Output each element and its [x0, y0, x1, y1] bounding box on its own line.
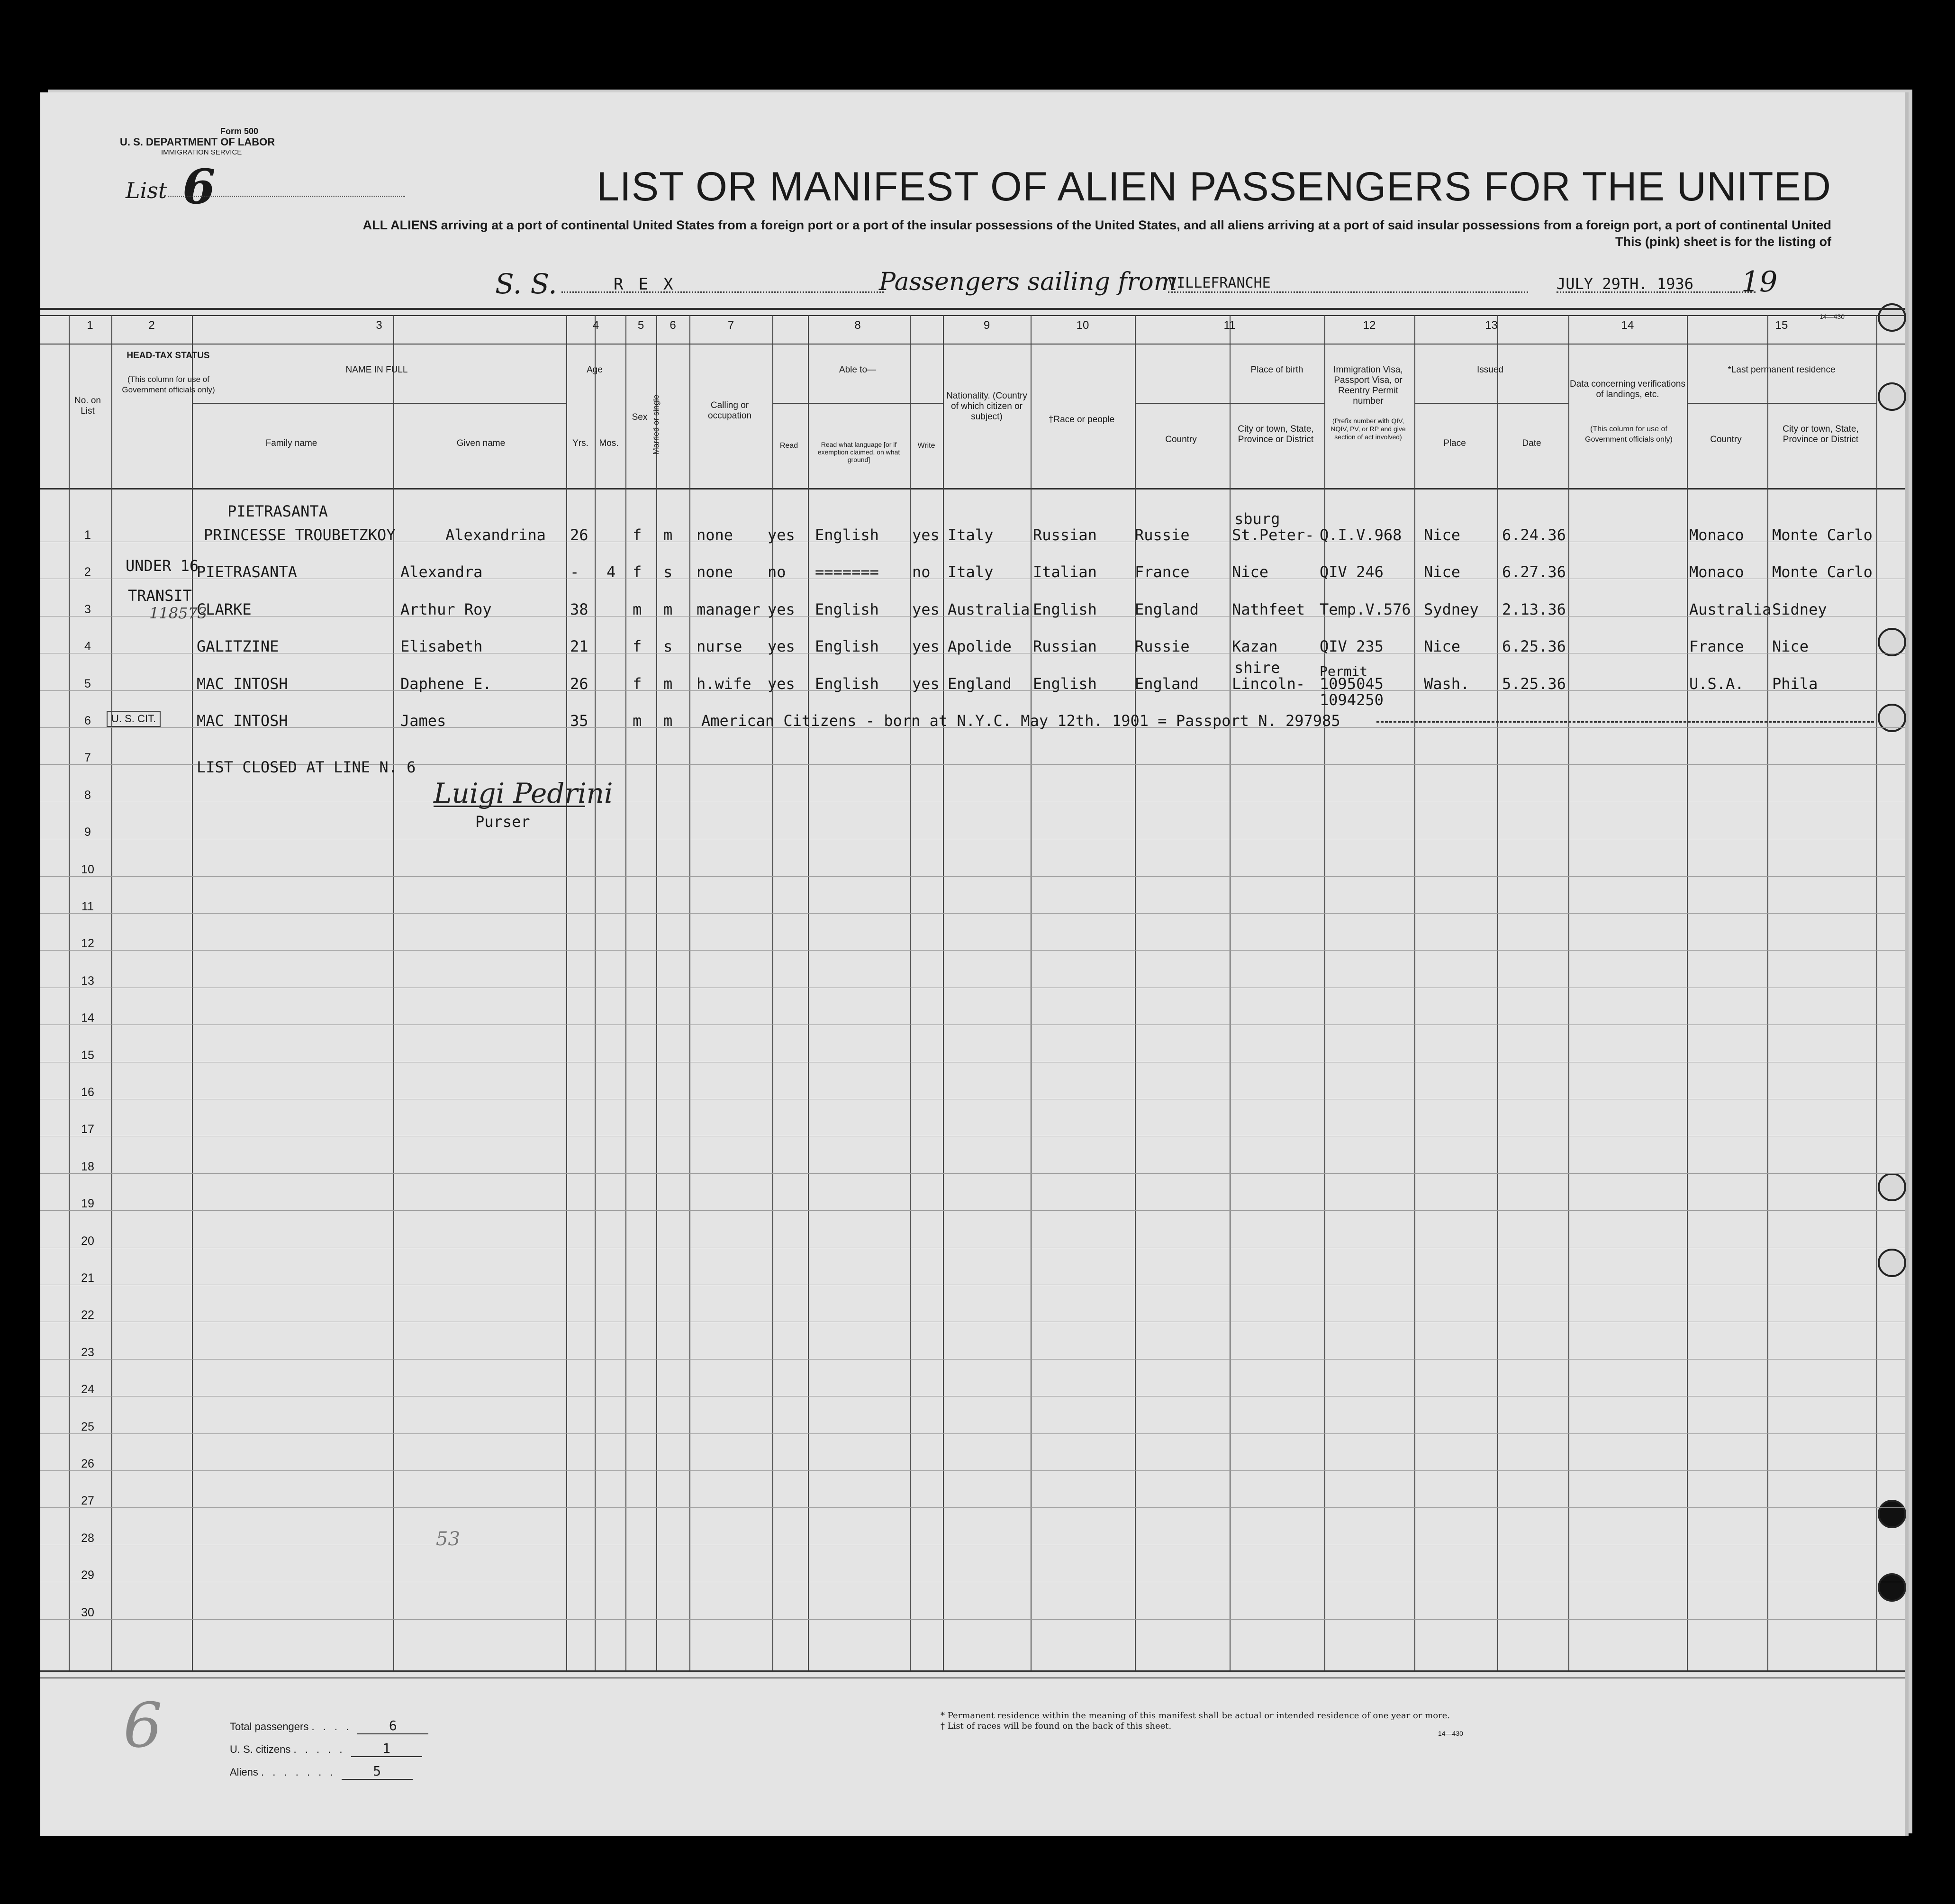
signature-line: [434, 806, 585, 807]
column-number: 4: [592, 319, 599, 332]
cell-ms: s: [663, 563, 673, 581]
row-number: 3: [84, 602, 91, 616]
cell-nationality: England: [948, 674, 1012, 693]
cell-issued-place: Nice: [1424, 563, 1461, 581]
cell-calling: nurse: [697, 637, 742, 656]
row-number: 25: [81, 1420, 94, 1433]
cell-mos: 4: [606, 563, 616, 581]
cell-ms: m: [663, 600, 673, 618]
cell-write: yes: [912, 637, 940, 656]
column-divider: [1230, 315, 1231, 1670]
header-issued: Issued: [1477, 365, 1503, 375]
cell-sex: f: [633, 526, 642, 544]
cell-lang: English: [815, 674, 879, 693]
column-divider: [625, 315, 626, 1670]
cell-write: yes: [912, 526, 940, 544]
cell-family: MAC INTOSH: [197, 712, 288, 730]
row-number: 17: [81, 1123, 94, 1136]
table-bottom-rule-inner: [40, 1677, 1905, 1678]
cell-yrs: 38: [570, 600, 588, 618]
row-number: 13: [81, 974, 94, 988]
row-number: 4: [84, 640, 91, 653]
column-number: 5: [637, 319, 644, 332]
header-given-name: Given name: [456, 438, 506, 448]
us-citizen-stamp: U. S. CIT.: [107, 711, 161, 727]
form-number: Form 500: [220, 127, 259, 136]
cell-read: yes: [768, 600, 795, 618]
name-subrule: [192, 403, 566, 404]
header-residence-country: Country: [1710, 435, 1742, 444]
cell-sex: f: [633, 563, 642, 581]
year-label: 19: [1741, 265, 1778, 299]
residence-subrule: [1687, 403, 1876, 404]
cell-yrs: 35: [570, 712, 588, 730]
row-number: 12: [81, 937, 94, 951]
cell-citizen-text: American Citizens - born at N.Y.C. May 12th. 1901 = Passport N. 297985: [701, 712, 1340, 730]
cell-visa-pre: Permit: [1320, 663, 1368, 679]
cell-ms: s: [663, 637, 673, 656]
header-data-note: (This column for use of Government officials only): [1585, 425, 1673, 444]
cell-family: CLARKE: [197, 600, 252, 618]
ship-underline: [561, 291, 884, 293]
header-place-of-birth: Place of birth: [1250, 365, 1303, 375]
row-number: 26: [81, 1457, 94, 1470]
header-years: Yrs.: [572, 438, 588, 448]
cell-country: Russie: [1135, 526, 1190, 544]
cell-visa: Temp.V.576: [1320, 600, 1411, 618]
row-rule: [40, 1173, 1905, 1174]
column-divider: [1687, 315, 1688, 1670]
cell-issued-place: Sydney: [1424, 600, 1479, 618]
table-top-rule: [40, 308, 1905, 310]
cell-nationality: Italy: [948, 526, 994, 544]
row-number: 24: [81, 1383, 94, 1396]
footnotes: [941, 1711, 1450, 1732]
binder-hole: [1878, 1173, 1906, 1201]
cell-given: Alexandrina: [445, 526, 546, 544]
row-number: 23: [81, 1345, 94, 1359]
cell-issued-date: 6.27.36: [1502, 563, 1566, 581]
row-number: 11: [81, 900, 94, 913]
total-passengers-row: Total passengers . . . . 6: [230, 1718, 428, 1734]
header-visa-note: (Prefix number with QIV, NQIV, PV, or RP and give section of act involved): [1330, 417, 1406, 441]
total-passengers-label: Total passengers: [230, 1721, 309, 1732]
sailing-date: JULY 29TH. 1936: [1557, 275, 1693, 293]
cell-country: France: [1135, 563, 1190, 581]
row-number: 27: [81, 1494, 94, 1508]
row-number: 21: [81, 1271, 94, 1285]
cell-given: James: [400, 712, 446, 730]
cell-res-country: U.S.A.: [1689, 674, 1744, 693]
handwritten-number: 53: [436, 1528, 460, 1550]
column-divider: [192, 315, 193, 1670]
cell-issued-place: Nice: [1424, 526, 1461, 544]
form-code: 14—430: [1819, 313, 1845, 320]
cell-ms: m: [663, 526, 673, 544]
cell-res-city: Sidney: [1772, 600, 1827, 618]
header-head-tax-note: (This column for use of Government officials only): [122, 375, 215, 394]
column-number: 6: [670, 319, 676, 332]
port-underline: [1168, 291, 1528, 293]
cell-country: England: [1135, 674, 1199, 693]
page-title: LIST OR MANIFEST OF ALIEN PASSENGERS FOR THE UNITED: [596, 164, 1831, 209]
column-number: 8: [854, 319, 861, 332]
cell-race: Russian: [1033, 637, 1097, 656]
date-underline: [1557, 291, 1756, 293]
row-number: 22: [81, 1308, 94, 1322]
cell-visa: Q.I.V.968: [1320, 526, 1402, 544]
header-read-language: Read what language [or if exemption claimed, on what ground]: [817, 441, 900, 463]
cell-calling: none: [697, 526, 733, 544]
header-able-to: Able to—: [839, 365, 877, 375]
cell-res-city: Monte Carlo: [1772, 563, 1873, 581]
header-sex: Sex: [632, 412, 648, 422]
head-tax-transit-number: 118573: [149, 604, 208, 622]
cell-write: yes: [912, 600, 940, 618]
row-number: 9: [84, 825, 91, 839]
us-citizens-row: U. S. citizens . . . . . 1: [230, 1741, 422, 1757]
aliens-label: Aliens: [230, 1766, 258, 1778]
column-number: 14: [1621, 319, 1634, 332]
column-divider: [1568, 315, 1569, 1670]
header-write: Write: [917, 442, 935, 450]
header-race: †Race or people: [1048, 415, 1115, 425]
column-number: 10: [1076, 319, 1089, 332]
column-divider: [772, 315, 773, 1670]
aliens-value: 5: [342, 1763, 413, 1780]
binder-hole: [1878, 704, 1906, 732]
table-bottom-rule: [40, 1670, 1905, 1672]
cell-yrs: 21: [570, 637, 588, 656]
cell-issued-date: 6.25.36: [1502, 637, 1566, 656]
header-married-single: Married or single: [652, 394, 661, 455]
cell-country: England: [1135, 600, 1199, 618]
list-closed-note: LIST CLOSED AT LINE N. 6: [197, 758, 416, 776]
cell-res-city: Monte Carlo: [1772, 526, 1873, 544]
department-name: U. S. DEPARTMENT OF LABOR: [120, 136, 275, 148]
cell-lang: English: [815, 637, 879, 656]
cell-city: St.Peter-: [1232, 526, 1314, 544]
binder-hole: [1878, 1500, 1906, 1528]
column-number: 3: [376, 319, 382, 332]
issued-subrule: [1414, 403, 1568, 404]
cell-visa: QIV 235: [1320, 637, 1384, 656]
row-number: 14: [81, 1011, 94, 1025]
birth-subrule: [1135, 403, 1324, 404]
binder-hole: [1878, 1249, 1906, 1277]
list-label: List: [126, 178, 167, 203]
cell-nationality: Italy: [948, 563, 994, 581]
binder-hole: [1878, 1573, 1906, 1602]
cell-city-pre: shire: [1234, 658, 1280, 677]
cell-issued-place: Wash.: [1424, 674, 1470, 693]
header-months: Mos.: [599, 438, 619, 448]
cell-city: Nice: [1232, 563, 1269, 581]
header-birth-country: Country: [1165, 435, 1197, 444]
purser-label: Purser: [475, 813, 530, 831]
header-visa: Immigration Visa, Passport Visa, or Reentry Permit number: [1333, 365, 1403, 406]
us-citizens-label: U. S. citizens: [230, 1743, 291, 1755]
cell-given: Elisabeth: [400, 637, 483, 656]
us-citizens-value: 1: [351, 1741, 422, 1757]
row-rule: [40, 876, 1905, 877]
header-data-concerning: Data concerning verifications of landings, etc.: [1570, 379, 1685, 399]
cell-visa: 1095045: [1320, 674, 1384, 693]
binder-hole: [1878, 628, 1906, 656]
row-rule: [40, 1470, 1905, 1471]
column-number: 15: [1775, 319, 1788, 332]
row-number: 6: [84, 714, 91, 727]
footnote-residence: * Permanent residence within the meaning of this manifest shall be actual or intended residence of one year or more.: [941, 1711, 1450, 1721]
row-number: 15: [81, 1048, 94, 1062]
footnote-races: † List of races will be found on the back of this sheet.: [941, 1721, 1172, 1731]
column-number: 13: [1485, 319, 1498, 332]
header-calling: Calling or occupation: [708, 400, 751, 421]
cell-family: PIETRASANTA: [197, 563, 297, 581]
cell-read: yes: [768, 526, 795, 544]
column-divider: [1324, 315, 1325, 1670]
column-number: 12: [1363, 319, 1376, 332]
intro-line-2: This (pink) sheet is for the listing of: [1615, 235, 1831, 249]
intro-line-1: ALL ALIENS arriving at a port of continental United States from a foreign port or a port of the insular possessions of the United States, and all aliens arriving at a port of said insular possessions from a foreign port, a port of continental United: [362, 218, 1831, 232]
cell-res-country: Australia: [1689, 600, 1772, 618]
header-no-on-list: No. on List: [74, 396, 101, 416]
column-number: 1: [87, 319, 93, 332]
total-passengers-value: 6: [357, 1718, 428, 1734]
head-tax-under16: UNDER 16: [126, 557, 199, 575]
table-top-rule-inner: [40, 315, 1905, 316]
cell-ms: m: [663, 674, 673, 693]
cell-write: yes: [912, 674, 940, 693]
column-divider: [595, 315, 596, 1670]
binder-hole: [1878, 303, 1906, 332]
row-number: 5: [84, 677, 91, 690]
header-birth-city: City or town, State, Province or District: [1238, 424, 1314, 444]
cell-res-city: Phila: [1772, 674, 1818, 693]
cell-res-country: Monaco: [1689, 526, 1744, 544]
cell-visa-post: 1094250: [1320, 690, 1384, 709]
ship-name: REX: [614, 275, 688, 294]
binder-hole: [1878, 382, 1906, 411]
row-number: 10: [81, 862, 94, 876]
column-divider: [111, 315, 112, 1670]
column-number: 11: [1223, 319, 1236, 332]
column-divider: [910, 315, 911, 1670]
column-divider: [1414, 315, 1415, 1670]
header-issued-date: Date: [1522, 438, 1541, 448]
cell-issued-date: 2.13.36: [1502, 600, 1566, 618]
cell-calling: manager: [697, 600, 760, 618]
column-number: 9: [983, 319, 990, 332]
cell-city: Lincoln-: [1232, 674, 1305, 693]
header-read: Read: [779, 442, 798, 450]
cell-city: Kazan: [1232, 637, 1278, 656]
header-last-residence: *Last permanent residence: [1728, 365, 1836, 375]
handwritten-list-number: 6: [123, 1689, 163, 1761]
ss-label: S. S.: [495, 268, 557, 300]
header-issued-place: Place: [1443, 438, 1466, 448]
head-tax-transit: TRANSIT: [128, 587, 192, 605]
cell-calling: none: [697, 563, 733, 581]
cell-given: Daphene E.: [400, 674, 492, 693]
cell-read: yes: [768, 674, 795, 693]
row-rule: [40, 950, 1905, 951]
row-rule: [40, 1619, 1905, 1620]
cell-family: MAC INTOSH: [197, 674, 288, 693]
cell-issued-place: Nice: [1424, 637, 1461, 656]
cell-city: Nathfeet: [1232, 600, 1305, 618]
sailing-label: Passengers sailing from: [879, 268, 1177, 296]
cell-read: no: [768, 563, 786, 581]
row-rule: [40, 913, 1905, 914]
cell-sex: m: [633, 712, 642, 730]
column-number: 2: [148, 319, 155, 332]
footer-form-code: 14—430: [1438, 1730, 1463, 1737]
cell-res-country: France: [1689, 637, 1744, 656]
aliens-row: Aliens . . . . . . . 5: [230, 1763, 413, 1780]
column-number: 7: [727, 319, 734, 332]
column-divider: [808, 315, 809, 1670]
cell-yrs: 26: [570, 674, 588, 693]
column-divider: [1767, 315, 1768, 1670]
cell-race: Italian: [1033, 563, 1097, 581]
header-head-tax: HEAD-TAX STATUS: [127, 351, 210, 361]
cell-res-city: Nice: [1772, 637, 1809, 656]
header-bottom-rule: [40, 488, 1905, 490]
column-divider: [656, 315, 657, 1670]
citizen-dash-line: [1376, 721, 1874, 723]
cell-write: no: [912, 563, 931, 581]
cell-lang: English: [815, 526, 879, 544]
cell-nationality: Apolide: [948, 637, 1012, 656]
row-number: 28: [81, 1531, 94, 1545]
column-divider: [1497, 315, 1498, 1670]
row-number: 20: [81, 1234, 94, 1248]
row-number: 18: [81, 1160, 94, 1173]
cell-yrs: -: [570, 563, 579, 581]
service-name: IMMIGRATION SERVICE: [161, 148, 242, 156]
cell-given: Alexandra: [400, 563, 483, 581]
column-divider: [1031, 315, 1032, 1670]
cell-yrs: 26: [570, 526, 588, 544]
list-underline: [168, 196, 405, 197]
cell-read: yes: [768, 637, 795, 656]
cell-family-pre: PIETRASANTA: [227, 502, 328, 520]
cell-sex: f: [633, 637, 642, 656]
column-divider: [566, 315, 567, 1670]
cell-city-pre: sburg: [1234, 510, 1280, 528]
purser-signature: Luigi Pedrini: [434, 777, 613, 809]
column-divider: [1876, 315, 1877, 1670]
cell-race: English: [1033, 674, 1097, 693]
cell-issued-date: 6.24.36: [1502, 526, 1566, 544]
departure-port: VILLEFRANCHE: [1168, 275, 1271, 291]
row-number: 2: [84, 565, 91, 579]
column-divider: [393, 315, 394, 1670]
header-name-in-full: NAME IN FULL: [345, 365, 408, 375]
row-number: 7: [84, 751, 91, 765]
cell-race: English: [1033, 600, 1097, 618]
row-number: 30: [81, 1605, 94, 1619]
cell-country: Russie: [1135, 637, 1190, 656]
cell-lang: =======: [815, 563, 879, 581]
list-number: 6: [182, 159, 216, 215]
column-number-rule: [40, 344, 1905, 345]
cell-family: PRINCESSE TROUBETZKOY: [204, 526, 396, 544]
cell-given: Arthur Roy: [400, 600, 492, 618]
row-number: 16: [81, 1086, 94, 1099]
cell-issued-date: 5.25.36: [1502, 674, 1566, 693]
header-family-name: Family name: [265, 438, 317, 448]
cell-sex: f: [633, 674, 642, 693]
header-residence-city: City or town, State, Province or District: [1783, 424, 1859, 444]
column-divider: [1135, 315, 1136, 1670]
header-nationality: Nationality. (Country of which citizen or subject): [946, 391, 1027, 422]
row-rule: [40, 1433, 1905, 1434]
column-divider: [689, 315, 690, 1670]
row-number: 29: [81, 1569, 94, 1582]
cell-ms: m: [663, 712, 673, 730]
cell-calling: h.wife: [697, 674, 751, 693]
row-rule: [40, 1210, 1905, 1211]
able-subrule: [772, 403, 943, 404]
cell-race: Russian: [1033, 526, 1097, 544]
row-number: 8: [84, 788, 91, 802]
row-rule: [40, 1359, 1905, 1360]
cell-nationality: Australia: [948, 600, 1030, 618]
row-number: 1: [84, 528, 91, 542]
header-age: Age: [587, 365, 603, 375]
cell-visa: QIV 246: [1320, 563, 1384, 581]
cell-family: GALITZINE: [197, 637, 279, 656]
cell-sex: m: [633, 600, 642, 618]
cell-res-country: Monaco: [1689, 563, 1744, 581]
row-rule: [40, 1507, 1905, 1508]
manifest-sheet: [40, 92, 1905, 1836]
cell-lang: English: [815, 600, 879, 618]
column-divider: [943, 315, 944, 1670]
row-number: 19: [81, 1197, 94, 1211]
